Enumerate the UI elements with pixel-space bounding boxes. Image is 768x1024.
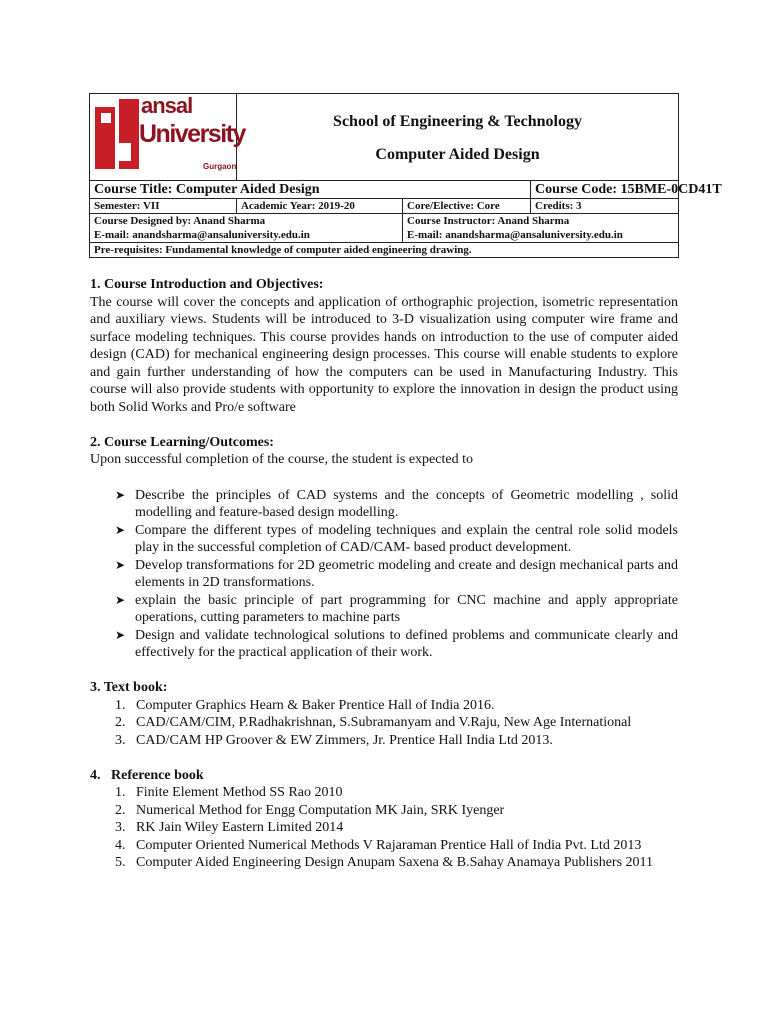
outcome-item: ➤ explain the basic principle of part programming for CNC machine and apply appropriate operations, cutting parameters to machine parts xyxy=(115,592,678,627)
instructor-email: E-mail: anandsharma@ansaluniversity.edu.in xyxy=(407,229,623,241)
outcomes-intro: Upon successful completion of the course, the student is expected to xyxy=(90,452,473,467)
textbook-heading: 3. Text book: xyxy=(90,680,168,695)
logo-text-ansal: ansal xyxy=(141,92,193,118)
course-header-table xyxy=(89,92,722,258)
reference-heading: 4. Reference book xyxy=(90,767,204,783)
reference-item: 1. Finite Element Method SS Rao 2010 xyxy=(115,785,343,800)
document-body xyxy=(90,276,678,872)
designer-name: Course Designed by: Anand Sharma xyxy=(94,215,266,227)
textbook-list xyxy=(90,697,678,750)
semester-cell: Semester: VII xyxy=(90,199,237,214)
credits-cell: Credits: 3 xyxy=(531,199,679,214)
logo-text-university: University xyxy=(139,119,245,148)
university-logo xyxy=(93,92,245,179)
title-cell xyxy=(237,94,679,181)
prerequisites-cell: Pre-requisites: Fundamental knowledge of computer aided engineering drawing. xyxy=(90,243,679,258)
course-code-cell: Course Code: 15BME-0CD41T xyxy=(531,181,679,199)
reference-item: 2. Numerical Method for Engg Computation MK Jain, SRK Iyenger xyxy=(115,802,505,818)
textbook-item: 1. Computer Graphics Hearn & Baker Prentice Hall of India 2016. xyxy=(115,697,495,713)
course-name: Computer Aided Design xyxy=(375,145,540,163)
designer-cell xyxy=(90,214,403,243)
intro-paragraph: The course will cover the concepts and application of orthographic projection, isometric representation and auxiliary views. Students will be introduced to 3-D visualization using computer wire frame and surface modeling techniques. This course provides hands on introduction to the use of computer aided design (CAD) for mechanical engineering design processes. This course will enable students to explore and gain further understanding of how the computers can be used in Manufacturing Industry. This course will also provide students with opportunity to explore the innovation in design the product using both Solid Works and Pro/e software xyxy=(90,294,678,415)
textbook-item: 3. CAD/CAM HP Groover & EW Zimmers, Jr. Prentice Hall India Ltd 2013. xyxy=(115,732,553,748)
reference-item: 4. Computer Oriented Numerical Methods V Rajaraman Prentice Hall of India Pvt. Ltd 2013 xyxy=(115,837,642,853)
course-title-cell: Course Title: Computer Aided Design xyxy=(90,181,531,199)
core-elective-cell: Core/Elective: Core xyxy=(403,199,531,214)
logo-text-gurgaon: Gurgaon xyxy=(203,161,237,171)
textbook-item: 2. CAD/CAM/CIM, P.Radhakrishnan, S.Subramanyam and V.Raju, New Age International xyxy=(115,715,632,730)
instructor-name: Course Instructor: Anand Sharma xyxy=(407,215,570,227)
outcome-item: ➤ Develop transformations for 2D geometric modeling and create and design mechanical parts and elements in 2D transformations. xyxy=(115,557,678,592)
outcome-item: ➤ Describe the principles of CAD systems and the concepts of Geometric modelling , solid modelling and feature-based design modelling. xyxy=(115,487,678,522)
outcomes-heading: 2. Course Learning/Outcomes: xyxy=(90,434,274,450)
outcome-item: ➤ Design and validate technological solutions to defined problems and communicate clearly and effectively for the practical application of their work. xyxy=(115,627,678,662)
academic-year-cell: Academic Year: 2019-20 xyxy=(237,199,403,214)
school-name: School of Engineering & Technology xyxy=(333,112,582,130)
reference-list xyxy=(90,784,678,872)
reference-item: 5. Computer Aided Engineering Design Anupam Saxena & B.Sahay Anamaya Publishers 2011 xyxy=(115,855,654,870)
intro-heading: 1. Course Introduction and Objectives: xyxy=(90,277,324,292)
logo-cell xyxy=(90,92,245,181)
reference-item: 3. RK Jain Wiley Eastern Limited 2014 xyxy=(115,820,344,835)
instructor-cell xyxy=(403,214,679,243)
outcomes-list xyxy=(90,487,678,662)
logo-mark-icon xyxy=(95,99,141,173)
designer-email: E-mail: anandsharma@ansaluniversity.edu.in xyxy=(94,229,310,241)
outcome-item: ➤ Compare the different types of modeling techniques and explain the central role solid models play in the successful completion of CAD/CAM- based product development. xyxy=(115,522,678,557)
